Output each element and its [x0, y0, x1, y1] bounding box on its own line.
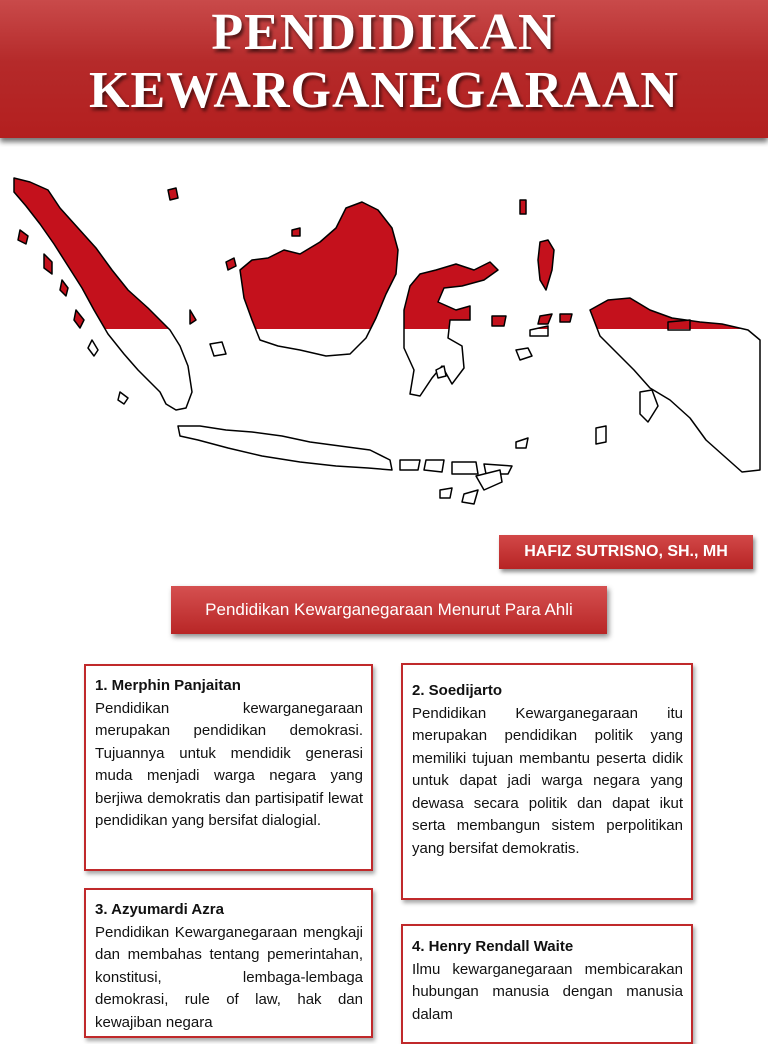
- sumatra-island: [14, 178, 192, 410]
- java-island: [178, 426, 392, 470]
- expert-card-1: [84, 664, 373, 871]
- expert-card-text: Pendidikan kewarganegaraan merupakan pendidikan demokrasi. Tujuannya untuk mendidik generasi muda menjadi warga negara yang berjiwa demokratis dan partisipatif lewat pendidikan yang bersifat dialogial.: [95, 699, 363, 829]
- kalimantan-island: [240, 202, 398, 356]
- expert-card-4: [401, 924, 693, 1044]
- expert-card-title: 1. Merphin Panjaitan: [95, 677, 241, 694]
- expert-card-title: 3. Azyumardi Azra: [95, 901, 224, 918]
- expert-card-text: Ilmu kewarganegaraan membicarakan hubungan manusia dengan manusia dalam: [412, 960, 683, 1023]
- indonesia-map: [0, 170, 768, 510]
- expert-card-text: Pendidikan Kewarganegaraan itu merupakan pendidikan politik yang memiliki tujuan membantu peserta didik untuk dapat jadi warga negara yang dewasa secara politik dan dapat ikut serta membangun sistem perpolitikan yang bersifat demokratis.: [412, 704, 683, 857]
- expert-card-title: 2. Soedijarto: [412, 682, 503, 699]
- title-line-2: KEWARGANEGARAAN: [89, 62, 679, 119]
- title-banner: [0, 0, 768, 138]
- title-line-1: PENDIDIKAN: [211, 4, 557, 61]
- expert-card-title: 4. Henry Rendall Waite: [412, 938, 574, 955]
- expert-card-text: Pendidikan Kewarganegaraan mengkaji dan membahas tentang pemerintahan, konstitusi, lembaga-lembaga demokrasi, rule of law, hak dan kewajiban negara: [95, 923, 363, 1031]
- author-badge: HAFIZ SUTRISNO, SH., MH: [499, 535, 753, 569]
- expert-card-3: [84, 888, 373, 1038]
- expert-card-2: [401, 663, 693, 900]
- sulawesi-island: [404, 262, 498, 396]
- subtitle-banner: Pendidikan Kewarganegaraan Menurut Para Ahli: [171, 586, 607, 634]
